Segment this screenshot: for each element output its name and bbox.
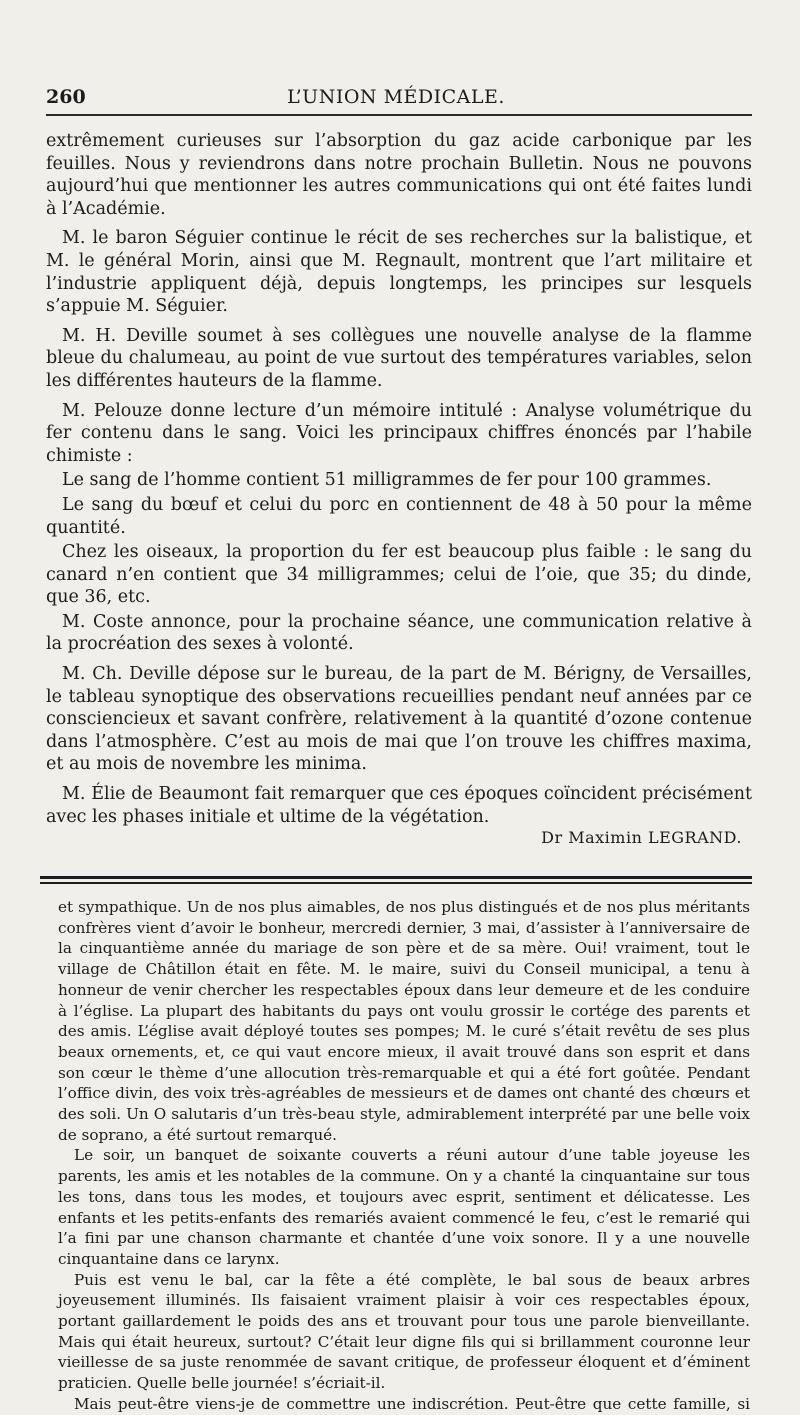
page-header: [46, 80, 746, 112]
report-paragraph: M. le baron Séguier continue le récit de ses recherches sur la balistique, et M. le général Morin, ainsi que M. Regnault, montrent que l’art militaire et l’industrie appliquent déjà, depuis longtemps, les principes sur lesquels s’appuie M. Séguier.: [46, 228, 752, 317]
report-paragraph: Le sang de l’homme contient 51 milligrammes de fer pour 100 grammes.: [62, 470, 712, 491]
section-divider: [40, 876, 752, 879]
feuilleton-section: [58, 897, 750, 1415]
running-title: L’UNION MÉDICALE.: [287, 86, 505, 108]
report-paragraph: M. Ch. Deville dépose sur le bureau, de la part de M. Bérigny, de Versailles, le tableau synoptique des observations recueillies pendant neuf années par ce consciencieux et savant confrère, relativement à la quantité d’ozone contenue dans l’atmosphère. C’est au mois de mai que l’on trouve les chiffres maxima, et au mois de novembre les minima.: [46, 664, 752, 775]
report-paragraph: M. H. Deville soumet à ses collègues une nouvelle analyse de la flamme bleue du chalumeau, au point de vue surtout des températures variables, selon les différentes hauteurs de la flamme.: [46, 325, 752, 391]
author-signature: Dr Maximin LEGRAND.: [541, 828, 742, 848]
feuilleton-paragraph: et sympathique. Un de nos plus aimables, de nos plus distingués et de nos plus méritants confrères vient d’avoir le bonheur, mercredi dernier, 3 mai, d’assister à l’anniversaire de la cinquantième année du mariage de son père et de sa mère. Oui! vraiment, tout le village de Châtillon était en fête. M. le maire, suivi du Conseil municipal, a tenu à honneur de venir chercher les respectables époux dans leur demeure et de les conduire à l’église. La plupart des habitants du pays ont voulu grossir le cortége des parents et des amis. L’église avait déployé toutes ses pompes; M. le curé s’était revêtu de ses plus beaux ornements, et, ce qui vaut encore mieux, il avait trouvé dans son esprit et dans son cœur le thème d’une allocution très-remarquable et qui a été fort goûtée. Pendant l’office divin, des voix très-agréables de messieurs et de dames ont chanté des chœurs et des soli. Un O salutaris d’un très-beau style, admirablement interprété par une belle voix de soprano, a été surtout remarqué.: [58, 898, 750, 1144]
report-paragraph: Chez les oiseaux, la proportion du fer est beaucoup plus faible : le sang du canard n’en contient que 34 milligrammes; celui de l’oie, que 35; du dinde, que 36, etc.: [46, 542, 752, 608]
feuilleton-paragraph: Puis est venu le bal, car la fête a été complète, le bal sous de beaux arbres joyeusement illuminés. Ils faisaient vraiment plaisir à voir ces respectables époux, portant gaillardement le poids des ans et trouvant pour tous une parole bienveillante. Mais qui était heureux, surtout? C’était leur digne fils qui si brillamment couronne leur vieillesse de sa juste renommée de savant critique, de professeur éloquent et d’éminent praticien. Quelle belle journée! s’écriait-il.: [58, 1270, 750, 1393]
report-paragraph: M. Élie de Beaumont fait remarquer que ces époques coïncident précisément avec les phases initiale et ultime de la végétation.: [46, 784, 752, 827]
page-number: 260: [46, 86, 86, 108]
report-paragraph: extrêmement curieuses sur l’absorption du gaz acide carbonique par les feuilles. Nous y reviendrons dans notre prochain Bulletin. Nous ne pouvons aujourd’hui que mentionner les autres communications qui ont été faites lundi à l’Académie.: [46, 131, 752, 219]
report-paragraph: M. Pelouze donne lecture d’un mémoire intitulé : Analyse volumétrique du fer contenu dans le sang. Voici les principaux chiffres énoncés par l’habile chimiste :: [46, 400, 752, 466]
report-paragraph: Le sang du bœuf et celui du porc en contiennent de 48 à 50 pour la même quantité.: [46, 494, 752, 538]
section-divider: [40, 882, 752, 884]
academy-report-section: [46, 130, 752, 847]
feuilleton-paragraph: Le soir, un banquet de soixante couverts a réuni autour d’une table joyeuse les parents, les amis et les notables de la commune. On y a chanté la cinquantaine sur tous les tons, dans tous les modes, et toujours avec esprit, sentiment et délicatesse. Les enfants et les petits-enfants des remariés avaient commencé le feu, c’est le remarié qui l’a fini par une chanson charmante et chantée d’une voix sonore. Il y a une nouvelle cinquantaine dans ce larynx.: [58, 1146, 750, 1268]
feuilleton-paragraph: Mais peut-être viens-je de commettre une indiscrétion. Peut-être que cette famille, si: [74, 1394, 750, 1413]
report-paragraph: M. Coste annonce, pour la prochaine séance, une communication relative à la procréation des sexes à volonté.: [46, 611, 752, 655]
header-rule: [46, 114, 752, 116]
